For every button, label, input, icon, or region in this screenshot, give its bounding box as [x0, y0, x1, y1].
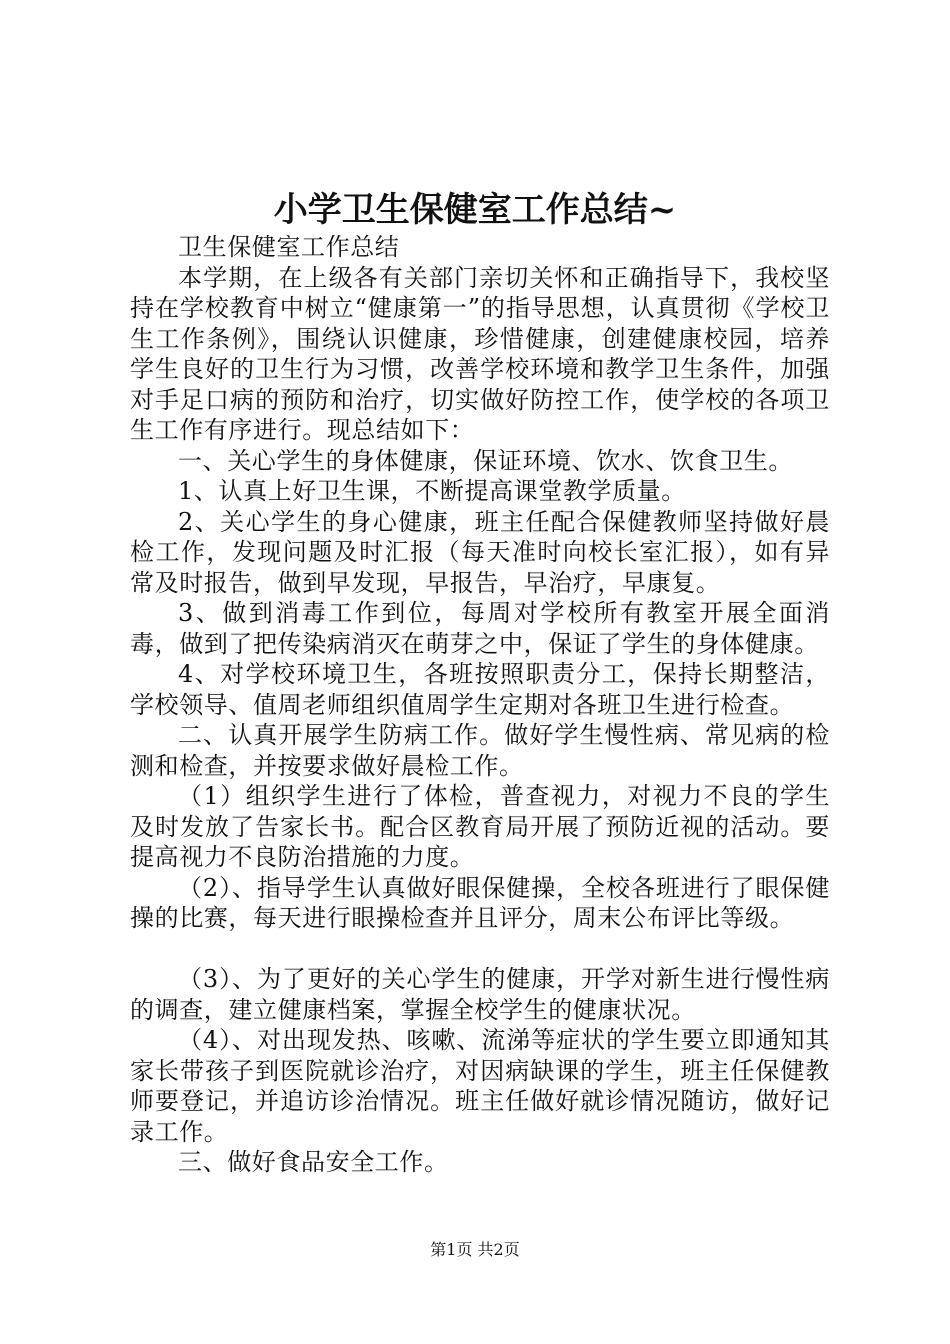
sub-item-4: （4）、对出现发热、咳嗽、流涕等症状的学生要立即通知其家长带孩子到医院就诊治疗，对因病缺课的学生，班主任保健教师要登记，并追访诊治情况。班主任做好就诊情况随访，做好记录工作。 [130, 1026, 830, 1146]
sub-item-3: （3）、为了更好的关心学生的健康，开学对新生进行慢性病的调查，建立健康档案，掌握全校学生的健康状况。 [130, 965, 830, 1024]
subtitle-paragraph: 卫生保健室工作总结 [178, 233, 400, 261]
sub-item-1: （1）组织学生进行了体检，普查视力，对视力不良的学生及时发放了告家长书。配合区教育局开展了预防近视的活动。要提高视力不良防治措施的力度。 [130, 782, 830, 871]
list-item-1: 1、认真上好卫生课，不断提高课堂教学质量。 [178, 477, 686, 505]
section-heading-1: 一、关心学生的身体健康，保证环境、饮水、饮食卫生。 [178, 446, 793, 475]
intro-paragraph: 本学期，在上级各有关部门亲切关怀和正确指导下，我校坚持在学校教育中树立“健康第一”的指导思想，认真贯彻《学校卫生工作条例》，围绕认识健康，珍惜健康，创建健康校园，培养学生良好的卫生行为习惯，改善学校环境和教学卫生条件，加强对手足口病的预防和治疗，切实做好防控工作，使学校的各项卫生工作有序进行。现总结如下： [130, 263, 830, 444]
sub-item-2: （2）、指导学生认真做好眼保健操，全校各班进行了眼保健操的比赛，每天进行眼操检查并且评分，周末公布评比等级。 [130, 873, 830, 932]
paragraph-gap [130, 934, 830, 965]
list-item-4: 4、对学校环境卫生，各班按照职责分工，保持长期整洁，学校领导、值周老师组织值周学生定期对各班卫生进行检查。 [130, 660, 830, 719]
document-body [130, 232, 830, 1178]
list-item-2: 2、关心学生的身心健康，班主任配合保健教师坚持做好晨检工作，发现问题及时汇报（每天准时向校长室汇报），如有异常及时报告，做到早发现，早报告，早治疗，早康复。 [130, 507, 830, 597]
section-heading-2: 二、认真开展学生防病工作。做好学生慢性病、常见病的检测和检查，并按要求做好晨检工作。 [130, 721, 830, 780]
document-title: 小学卫生保健室工作总结~ [273, 190, 677, 230]
list-item-3: 3、做到消毒工作到位，每周对学校所有教室开展全面消毒，做到了把传染病消灭在萌芽之中，保证了学生的身体健康。 [130, 599, 830, 658]
page-footer: 第1页 共2页 [430, 1240, 520, 1259]
section-heading-3: 三、做好食品安全工作。 [178, 1148, 449, 1176]
